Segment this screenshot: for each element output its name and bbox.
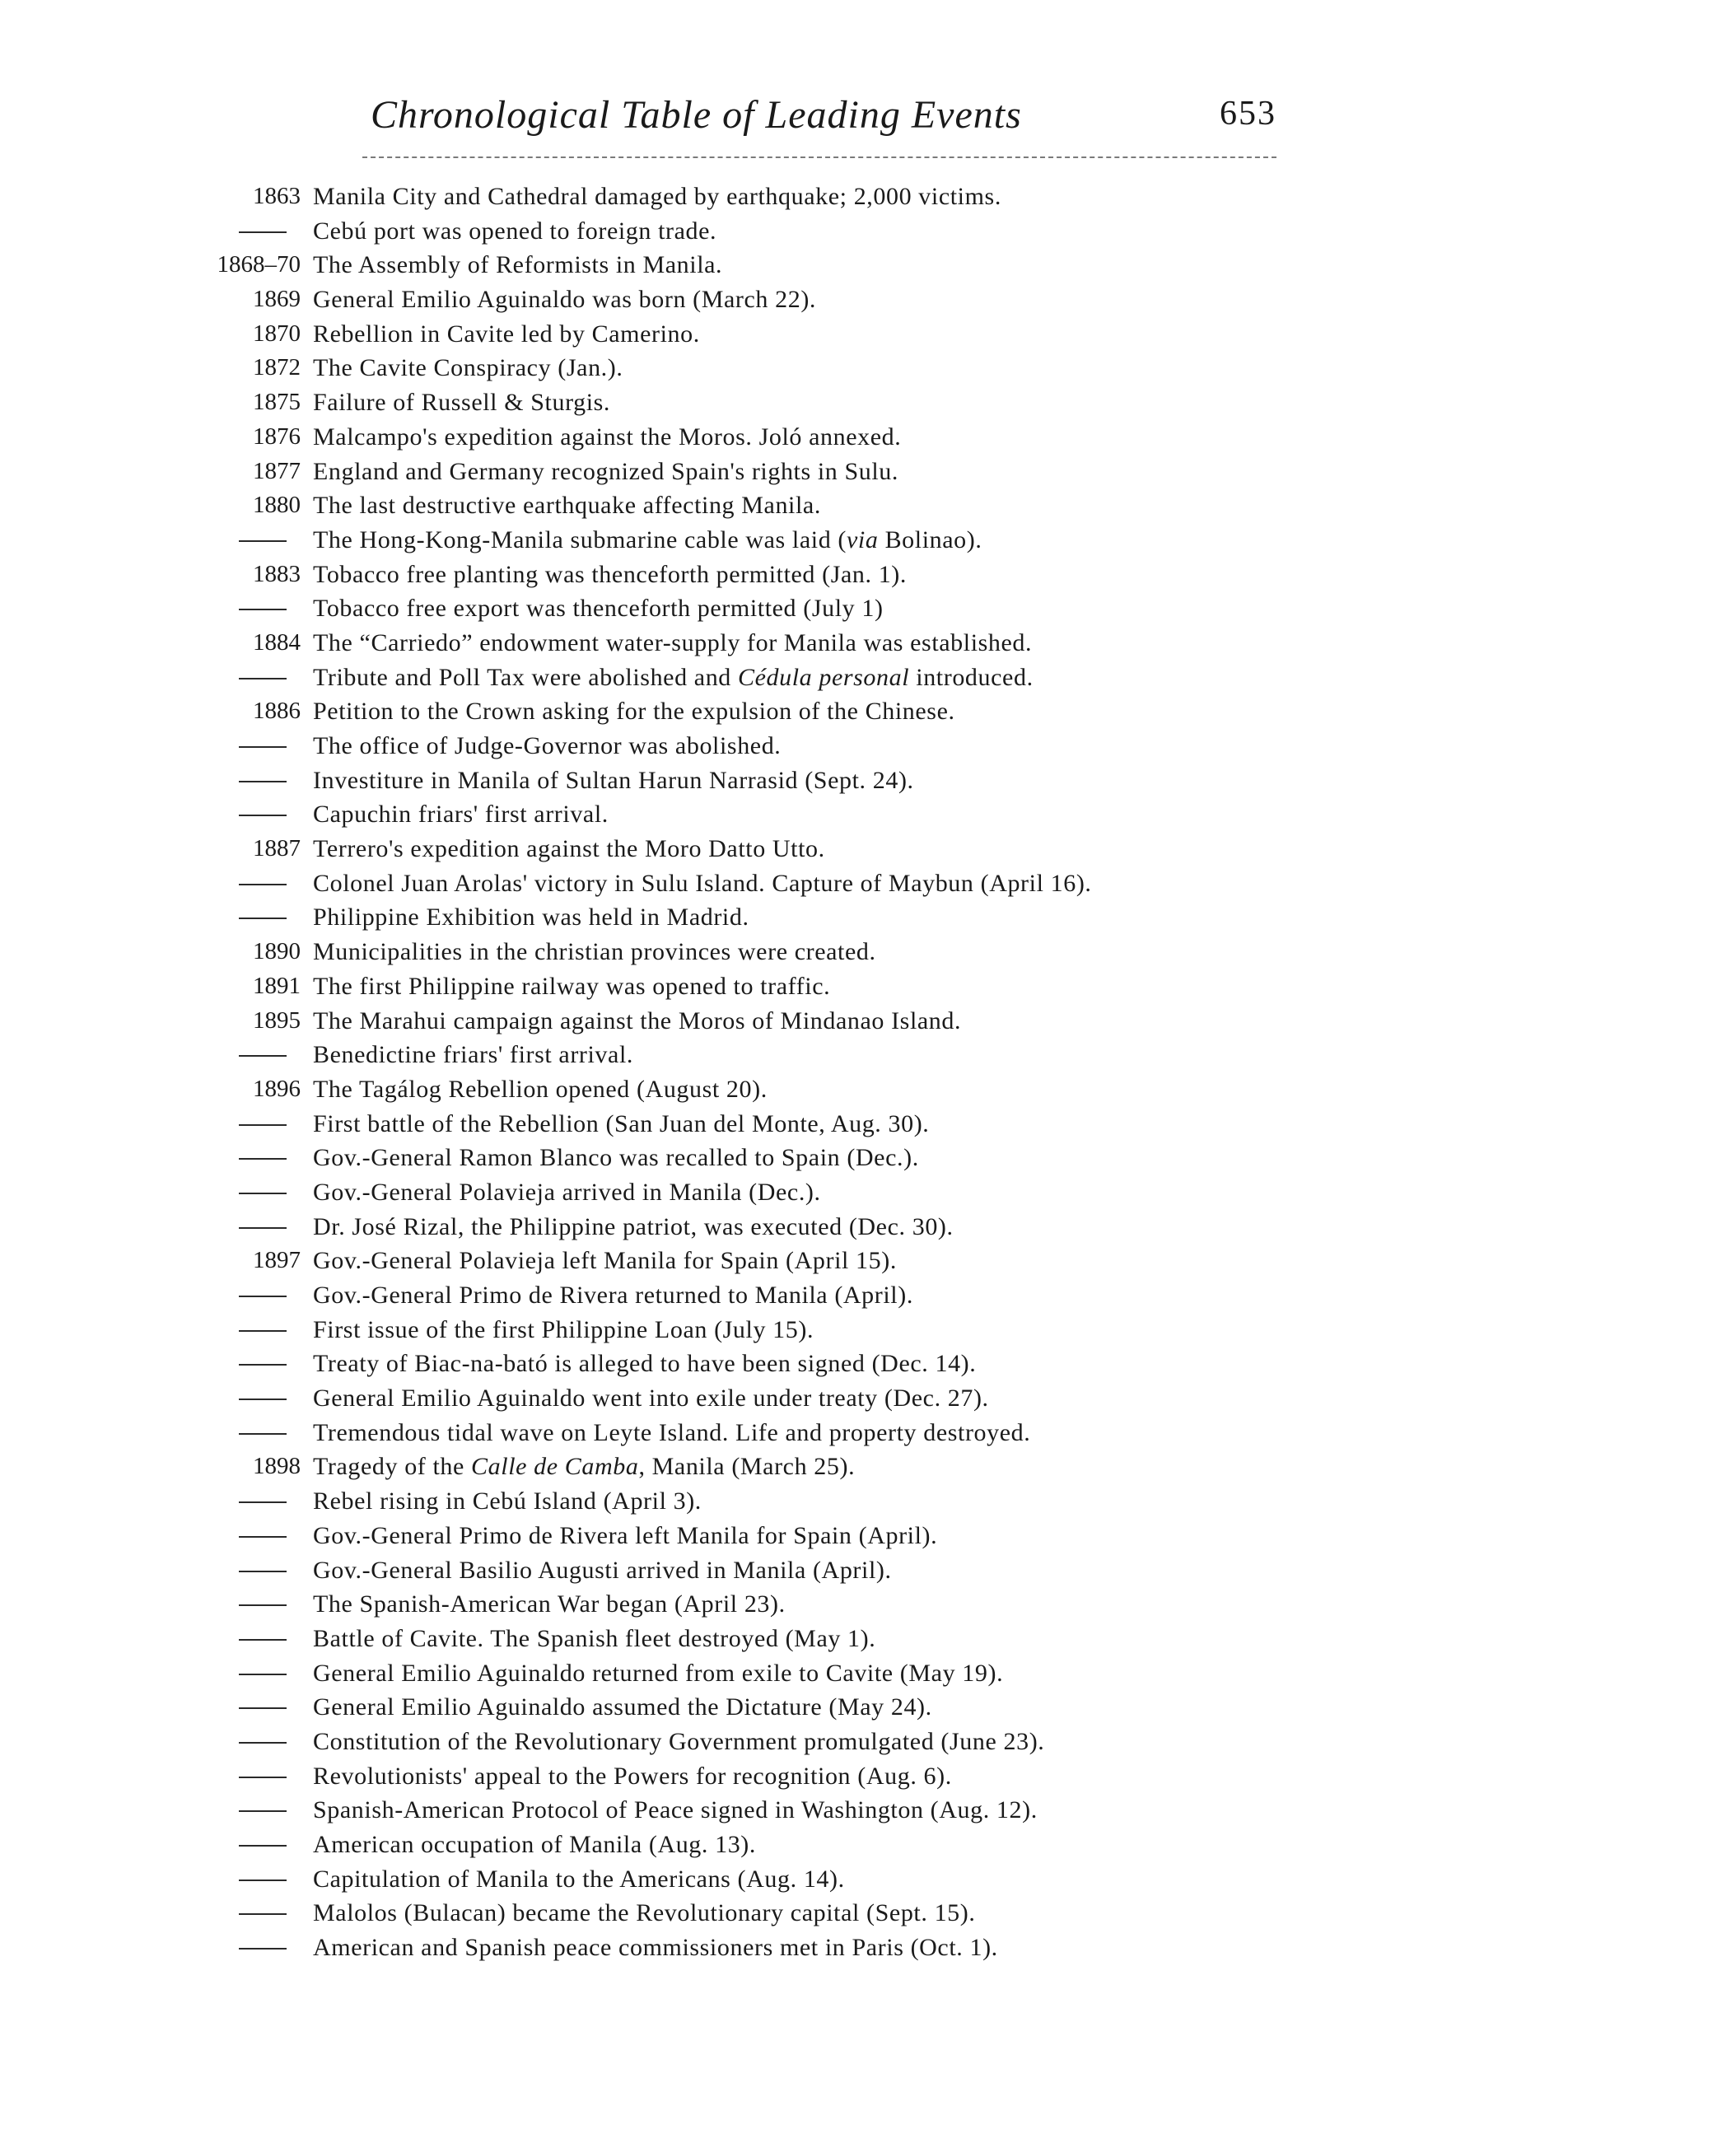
event-description: Benedictine friars' first arrival. [313,1041,633,1069]
event-description [313,523,982,558]
event-description: Terrero's expedition against the Moro Datto Utto. [313,835,825,863]
ditto-dash [239,1913,287,1915]
event-row [194,1381,1297,1416]
event-description: Manila City and Cathedral damaged by earthquake; 2,000 victims. [313,183,1001,210]
event-text: Tragedy of the [313,1453,472,1481]
ditto-dash [239,1330,287,1332]
event-row [194,455,1297,489]
event-text: Bolinao). [878,525,982,553]
ditto-dash [239,609,287,610]
event-row [194,180,1297,214]
event-row [194,1484,1297,1519]
event-row [194,1725,1297,1759]
event-row [194,1278,1297,1313]
event-year: 1880 [253,492,301,519]
event-description [313,661,1034,695]
event-description: Gov.-General Primo de Rivera returned to Manila (April). [313,1282,913,1309]
event-description: Rebellion in Cavite led by Camerino. [313,320,700,348]
event-description: Colonel Juan Arolas' victory in Sulu Island. Capture of Maybun (April 16). [313,869,1092,897]
event-row [194,523,1297,558]
ditto-dash [239,781,287,782]
event-description: General Emilio Aguinaldo went into exile under treaty (Dec. 27). [313,1385,989,1413]
event-row [194,214,1297,249]
event-year: 1872 [253,354,301,381]
event-text: Tribute and Poll Tax were abolished and [313,663,738,691]
ditto-dash [239,1845,287,1847]
event-description: Investiture in Manila of Sultan Harun Narrasid (Sept. 24). [313,766,914,794]
event-row [194,661,1297,695]
event-description: Tremendous tidal wave on Leyte Island. Life and property destroyed. [313,1418,1031,1446]
event-description: Capitulation of Manila to the Americans (Aug. 14). [313,1865,845,1893]
ditto-dash [239,1193,287,1194]
event-description: The first Philippine railway was opened to traffic. [313,972,831,1000]
event-description: Gov.-General Polavieja arrived in Manila (Dec.). [313,1178,821,1206]
event-year: 1869 [253,286,301,313]
event-year: 1891 [253,972,301,999]
event-year: 1883 [253,560,301,587]
event-description: Malcampo's expedition against the Moros. Joló annexed. [313,423,902,451]
ditto-dash [239,1227,287,1229]
event-row [194,1347,1297,1381]
event-description: Spanish-American Protocol of Peace signed in Washington (Aug. 12). [313,1796,1038,1824]
event-row [194,1622,1297,1656]
event-row [194,1862,1297,1897]
event-row [194,1931,1297,1965]
event-description: General Emilio Aguinaldo assumed the Dictature (May 24). [313,1693,932,1721]
ditto-dash [239,1055,287,1057]
event-description: General Emilio Aguinaldo returned from exile to Cavite (May 19). [313,1659,1004,1687]
event-row [194,866,1297,901]
event-description: First issue of the first Philippine Loan (July 15). [313,1315,814,1343]
event-text: introduced. [909,663,1034,691]
event-description: Malolos (Bulacan) became the Revolutionary capital (Sept. 15). [313,1899,976,1927]
ditto-dash [239,918,287,919]
ditto-dash [239,1948,287,1950]
event-description: Battle of Cavite. The Spanish fleet destroyed (May 1). [313,1624,876,1652]
event-description: The “Carriedo” endowment water-supply for Manila was established. [313,628,1033,656]
ditto-dash [239,1639,287,1641]
event-row [194,900,1297,935]
ditto-dash [239,1399,287,1400]
event-description [313,1450,855,1484]
event-description: Revolutionists' appeal to the Powers for recognition (Aug. 6). [313,1762,952,1790]
event-row [194,1244,1297,1278]
event-row [194,1793,1297,1828]
event-row [194,1038,1297,1072]
event-year: 1897 [253,1247,301,1274]
event-row [194,763,1297,798]
event-description: American and Spanish peace commissioners met in Paris (Oct. 1). [313,1934,998,1962]
event-description: Failure of Russell & Sturgis. [313,389,611,417]
event-description: The office of Judge-Governor was abolished. [313,732,782,759]
event-row [194,1313,1297,1347]
event-row [194,1828,1297,1862]
event-row [194,935,1297,969]
event-year: 1876 [253,423,301,450]
event-row [194,558,1297,592]
ditto-dash [239,1536,287,1538]
event-row [194,385,1297,420]
event-year: 1868–70 [217,251,301,278]
event-description: General Emilio Aguinaldo was born (March 22). [313,286,817,314]
event-text: , Manila (March 25). [638,1453,856,1481]
event-description: Municipalities in the christian provinces were created. [313,938,876,966]
event-description: England and Germany recognized Spain's rights in Sulu. [313,457,899,485]
event-row [194,1450,1297,1484]
event-row [194,1690,1297,1725]
page-number: 653 [1220,95,1276,133]
event-italic-text: Calle de Camba [471,1453,639,1481]
event-row [194,317,1297,352]
ditto-dash [239,1158,287,1160]
event-year: 1896 [253,1075,301,1102]
event-year: 1884 [253,628,301,656]
ditto-dash [239,540,287,542]
event-row [194,797,1297,832]
event-row [194,1759,1297,1794]
ditto-dash [239,1674,287,1675]
event-row [194,591,1297,626]
event-row [194,832,1297,866]
event-row [194,1553,1297,1588]
event-description: First battle of the Rebellion (San Juan del Monte, Aug. 30). [313,1109,930,1137]
event-year: 1863 [253,183,301,209]
event-description: Philippine Exhibition was held in Madrid. [313,904,749,932]
event-year: 1890 [253,938,301,965]
event-description: The Cavite Conspiracy (Jan.). [313,354,623,382]
event-description: Treaty of Biac-na-bató is alleged to have been signed (Dec. 14). [313,1350,977,1378]
event-row [194,1004,1297,1039]
ditto-dash [239,1810,287,1812]
ditto-dash [239,1364,287,1366]
event-row [194,488,1297,523]
page-title: Chronological Table of Leading Events [371,93,1022,137]
event-row [194,1072,1297,1107]
event-description: Constitution of the Revolutionary Government promulgated (June 23). [313,1727,1045,1755]
running-head [362,92,1276,142]
event-year: 1898 [253,1453,301,1480]
event-year: 1877 [253,457,301,484]
event-row [194,1175,1297,1210]
event-row [194,626,1297,661]
event-italic-text: Cédula personal [738,663,910,691]
event-row [194,1210,1297,1244]
event-description: Dr. José Rizal, the Philippine patriot, was executed (Dec. 30). [313,1212,954,1240]
event-year: 1895 [253,1006,301,1034]
event-row [194,1587,1297,1622]
event-row [194,729,1297,763]
event-description: Gov.-General Primo de Rivera left Manila for Spain (April). [313,1521,938,1549]
ditto-dash [239,746,287,748]
event-row [194,694,1297,729]
ditto-dash [239,884,287,885]
event-row [194,420,1297,455]
ditto-dash [239,678,287,679]
event-row [194,1656,1297,1691]
event-description: Petition to the Crown asking for the expulsion of the Chinese. [313,698,955,726]
event-year: 1870 [253,320,301,347]
event-text: The Hong-Kong-Manila submarine cable was laid ( [313,525,847,553]
event-description: Cebú port was opened to foreign trade. [313,217,717,245]
event-row [194,1416,1297,1450]
event-description: The last destructive earthquake affecting Manila. [313,492,821,520]
event-description: Rebel rising in Cebú Island (April 3). [313,1487,702,1515]
ditto-dash [239,1777,287,1778]
ditto-dash [239,1501,287,1503]
event-italic-text: via [847,525,879,553]
event-row [194,283,1297,317]
event-description: Tobacco free planting was thenceforth permitted (Jan. 1). [313,560,907,588]
ditto-dash [239,1880,287,1881]
event-row [194,248,1297,283]
event-year: 1886 [253,698,301,725]
event-description: American occupation of Manila (Aug. 13). [313,1831,756,1858]
event-row [194,1141,1297,1175]
ditto-dash [239,1124,287,1126]
ditto-dash [239,231,287,233]
event-row [194,351,1297,385]
ditto-dash [239,1707,287,1709]
event-row [194,1896,1297,1931]
event-description: The Assembly of Reformists in Manila. [313,251,723,279]
ditto-dash [239,1296,287,1297]
event-year: 1875 [253,389,301,416]
event-row [194,969,1297,1004]
ditto-dash [239,815,287,816]
event-description: The Tagálog Rebellion opened (August 20). [313,1075,768,1103]
event-description: The Spanish-American War began (April 23). [313,1590,786,1618]
event-row [194,1107,1297,1142]
event-row [194,1519,1297,1553]
event-list [194,180,1297,1965]
event-description: The Marahui campaign against the Moros of Mindanao Island. [313,1006,962,1034]
ditto-dash [239,1433,287,1435]
event-description: Gov.-General Basilio Augusti arrived in Manila (April). [313,1556,892,1584]
ditto-dash [239,1571,287,1572]
event-description: Capuchin friars' first arrival. [313,801,609,829]
event-description: Gov.-General Ramon Blanco was recalled to Spain (Dec.). [313,1144,919,1172]
ditto-dash [239,1604,287,1606]
event-description: Gov.-General Polavieja left Manila for Spain (April 15). [313,1247,897,1275]
ditto-dash [239,1742,287,1744]
event-year: 1887 [253,835,301,862]
header-rule [362,156,1276,158]
event-description: Tobacco free export was thenceforth permitted (July 1) [313,595,884,623]
